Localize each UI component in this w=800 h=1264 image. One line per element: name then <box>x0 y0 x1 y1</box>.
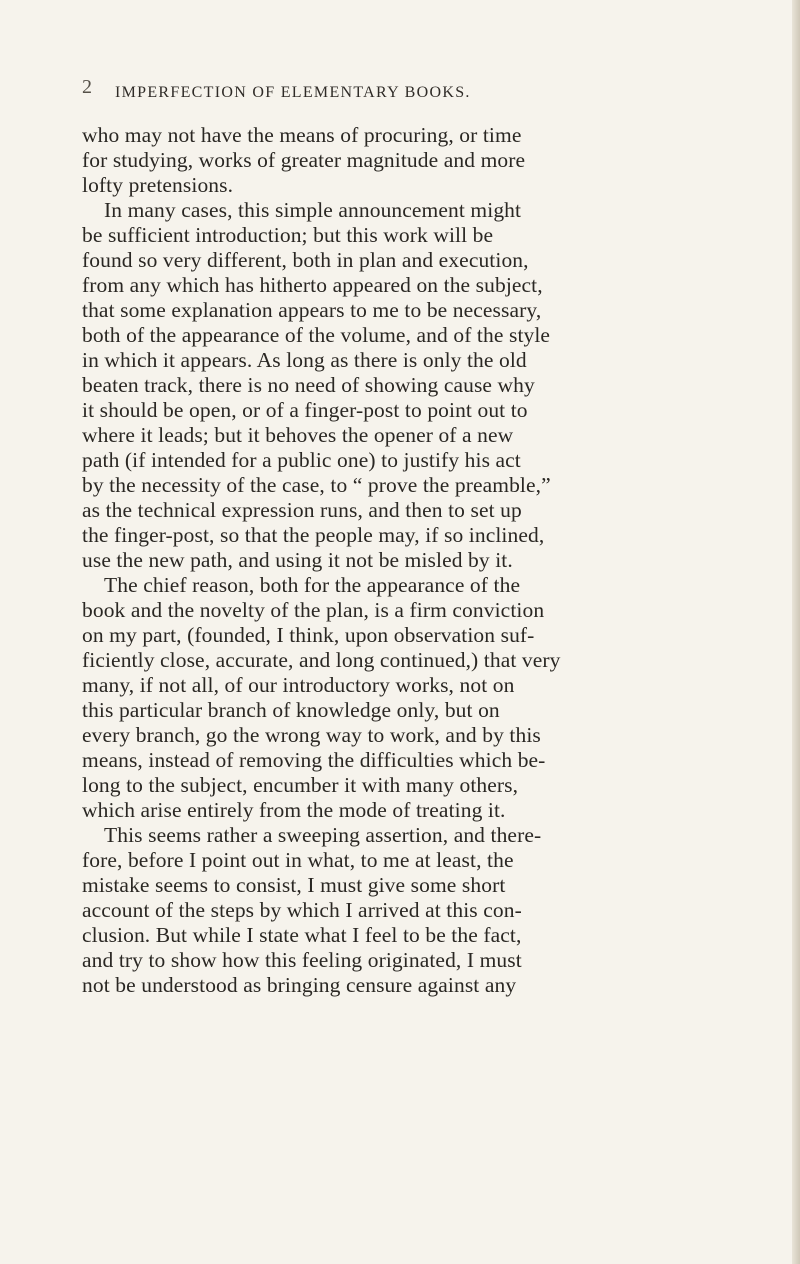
text-line: found so very different, both in plan and execution, <box>82 248 529 272</box>
text-line: as the technical expression runs, and then to set up <box>82 498 522 522</box>
text-line: that some explanation appears to me to be necessary, <box>82 298 542 322</box>
text-line: use the new path, and using it not be misled by it. <box>82 548 513 572</box>
page-edge-shadow <box>792 0 800 1264</box>
text-line: and try to show how this feeling originated, I must <box>82 948 522 972</box>
text-line: This seems rather a sweeping assertion, and there- <box>104 823 542 847</box>
text-line: in which it appears. As long as there is only the old <box>82 348 527 372</box>
text-line: clusion. But while I state what I feel to be the fact, <box>82 923 522 947</box>
text-line: by the necessity of the case, to “ prove the preamble,” <box>82 473 551 497</box>
text-line: many, if not all, of our introductory works, not on <box>82 673 515 697</box>
text-line: which arise entirely from the mode of treating it. <box>82 798 506 822</box>
text-line: not be understood as bringing censure against any <box>82 973 517 997</box>
text-line: fore, before I point out in what, to me at least, the <box>82 848 514 872</box>
text-line: this particular branch of knowledge only, but on <box>82 698 500 722</box>
page-header <box>82 76 742 108</box>
text-line: where it leads; but it behoves the opener of a new <box>82 423 514 447</box>
text-line: both of the appearance of the volume, and of the style <box>82 323 551 347</box>
text-line: mistake seems to consist, I must give some short <box>82 873 506 897</box>
text-line: book and the novelty of the plan, is a firm conviction <box>82 598 545 622</box>
text-line: from any which has hitherto appeared on the subject, <box>82 273 543 297</box>
text-line: every branch, go the wrong way to work, and by this <box>82 723 541 747</box>
text-line: the finger-post, so that the people may, if so inclined, <box>82 523 545 547</box>
text-line: account of the steps by which I arrived at this con- <box>82 898 522 922</box>
text-line: ficiently close, accurate, and long continued,) that very <box>82 648 561 672</box>
page-number: 2 <box>82 76 92 98</box>
text-line: be sufficient introduction; but this work will be <box>82 223 494 247</box>
text-line: long to the subject, encumber it with many others, <box>82 773 519 797</box>
running-head: IMPERFECTION OF ELEMENTARY BOOKS. <box>115 84 471 101</box>
text-line: path (if intended for a public one) to justify his act <box>82 448 521 472</box>
text-line: who may not have the means of procuring, or time <box>82 123 522 147</box>
text-line: lofty pretensions. <box>82 173 234 197</box>
text-line: on my part, (founded, I think, upon observation suf- <box>82 623 535 647</box>
text-line: In many cases, this simple announcement might <box>104 198 522 222</box>
text-line: means, instead of removing the difficulties which be- <box>82 748 546 772</box>
text-line: The chief reason, both for the appearance of the <box>104 573 521 597</box>
text-line: it should be open, or of a finger-post to point out to <box>82 398 528 422</box>
text-line: for studying, works of greater magnitude and more <box>82 148 526 172</box>
text-line: beaten track, there is no need of showing cause why <box>82 373 535 397</box>
